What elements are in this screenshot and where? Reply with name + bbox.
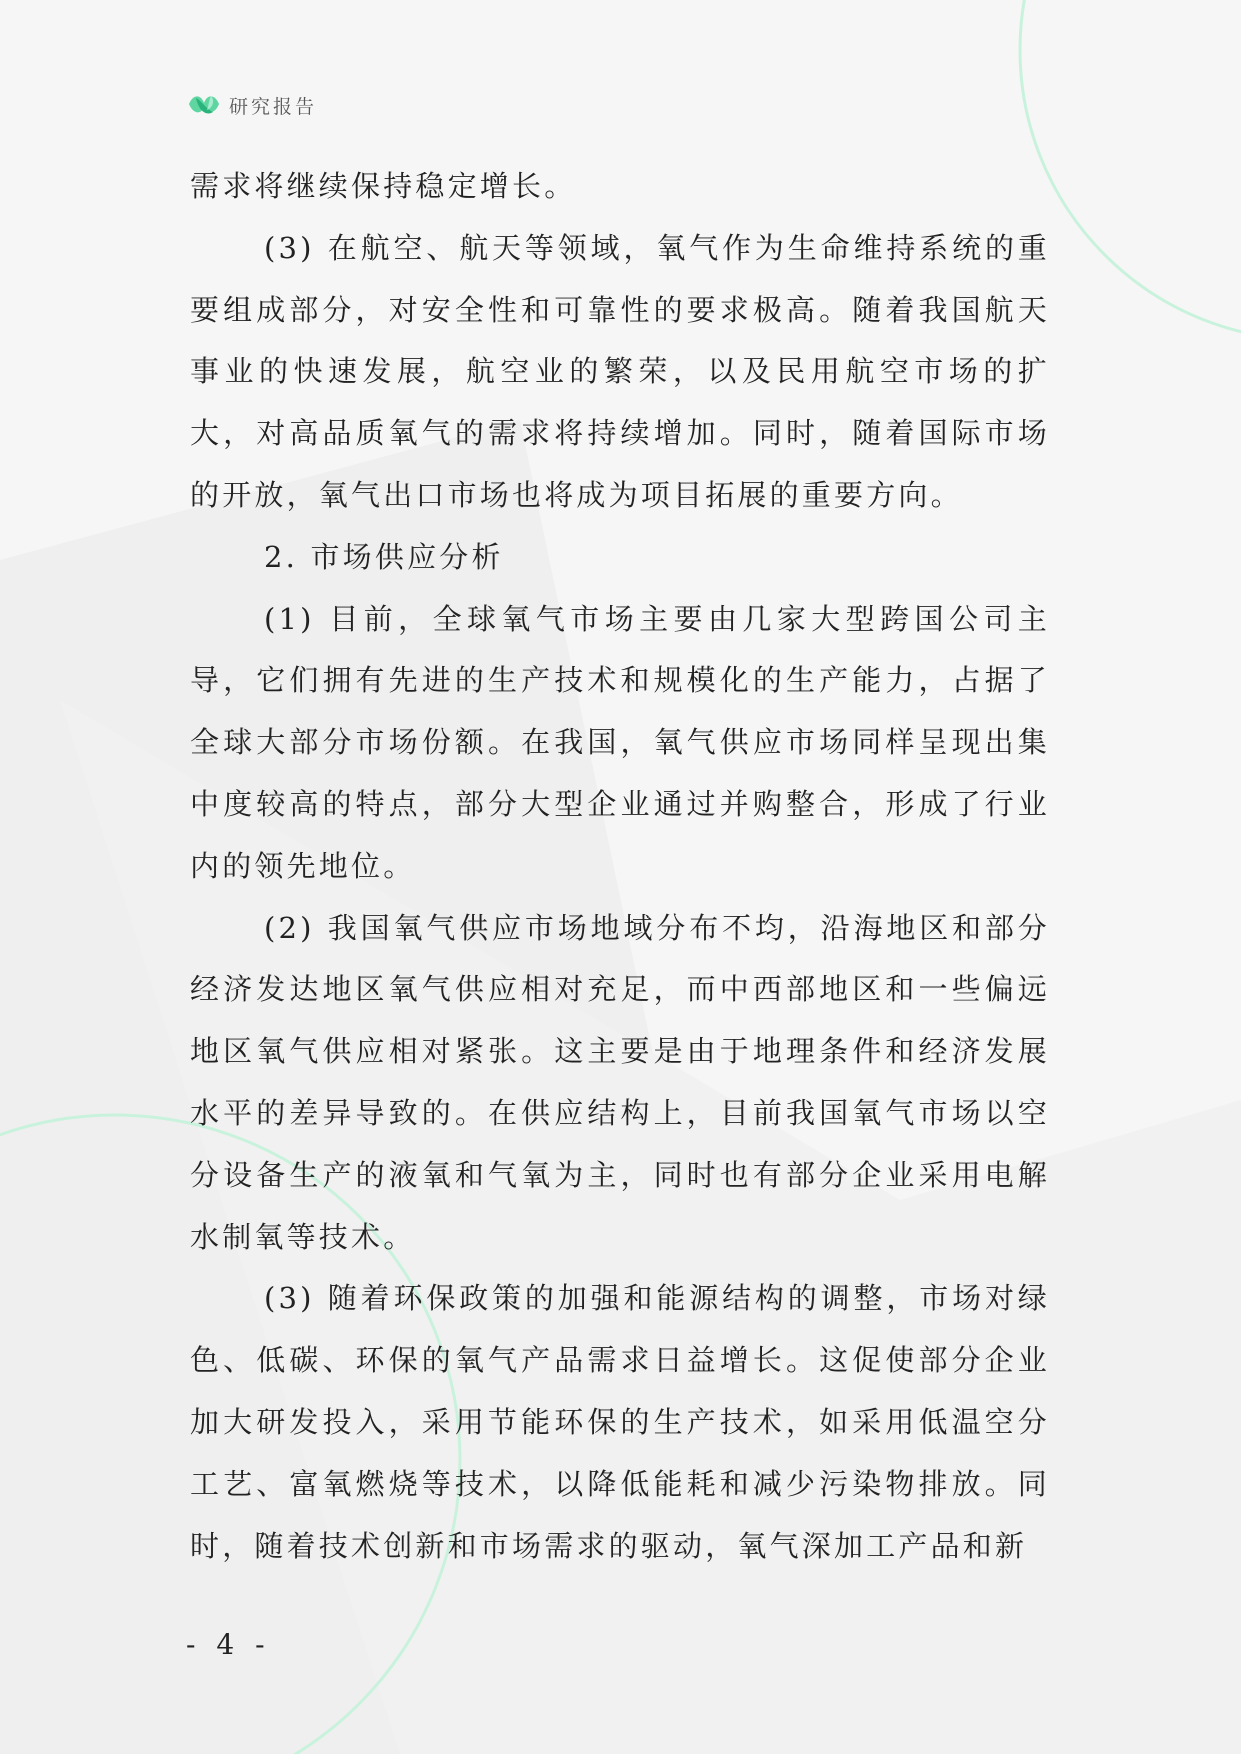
paragraph-continuation: 需求将继续保持稳定增长。 [190,169,577,203]
page-number: - 4 - [186,1628,271,1661]
report-header [187,88,317,122]
section-heading-supply-analysis: 2. 市场供应分析 [264,539,504,574]
body-text [190,156,1050,1577]
paragraph-supply-2: (2) 我国氧气供应市场地域分布不均，沿海地区和部分经济发达地区氧气供应相对充足，而中西部地区和一些偏远地区氧气供应相对紧张。这主要是由于地理条件和经济发展水平的差异导致的。在供应结构上，目前我国氧气市场以空分设备生产的液氧和气氧为主，同时也有部分企业采用电解水制氧等技术。 [190,910,1050,1254]
paragraph-aviation: (3) 在航空、航天等领域，氧气作为生命维持系统的重要组成部分，对安全性和可靠性的要求极高。随着我国航天事业的快速发展，航空业的繁荣，以及民用航空市场的扩大，对高品质氧气的需求将持续增加。同时，随着国际市场的开放，氧气出口市场也将成为项目拓展的重要方向。 [190,230,1050,512]
paragraph-supply-1: (1) 目前，全球氧气市场主要由几家大型跨国公司主导，它们拥有先进的生产技术和规模化的生产能力，占据了全球大部分市场份额。在我国，氧气供应市场同样呈现出集中度较高的特点，部分大型企业通过并购整合，形成了行业内的领先地位。 [190,601,1050,883]
header-title: 研究报告 [229,95,318,118]
paragraph-supply-3: (3) 随着环保政策的加强和能源结构的调整，市场对绿色、低碳、环保的氧气产品需求日益增长。这促使部分企业加大研发投入，采用节能环保的生产技术，如采用低温空分工艺、富氧燃烧等技术，以降低能耗和减少污染物排放。同时，随着技术创新和市场需求的驱动，氧气深加工产品和新 [190,1281,1050,1563]
logo-icon [187,90,221,120]
